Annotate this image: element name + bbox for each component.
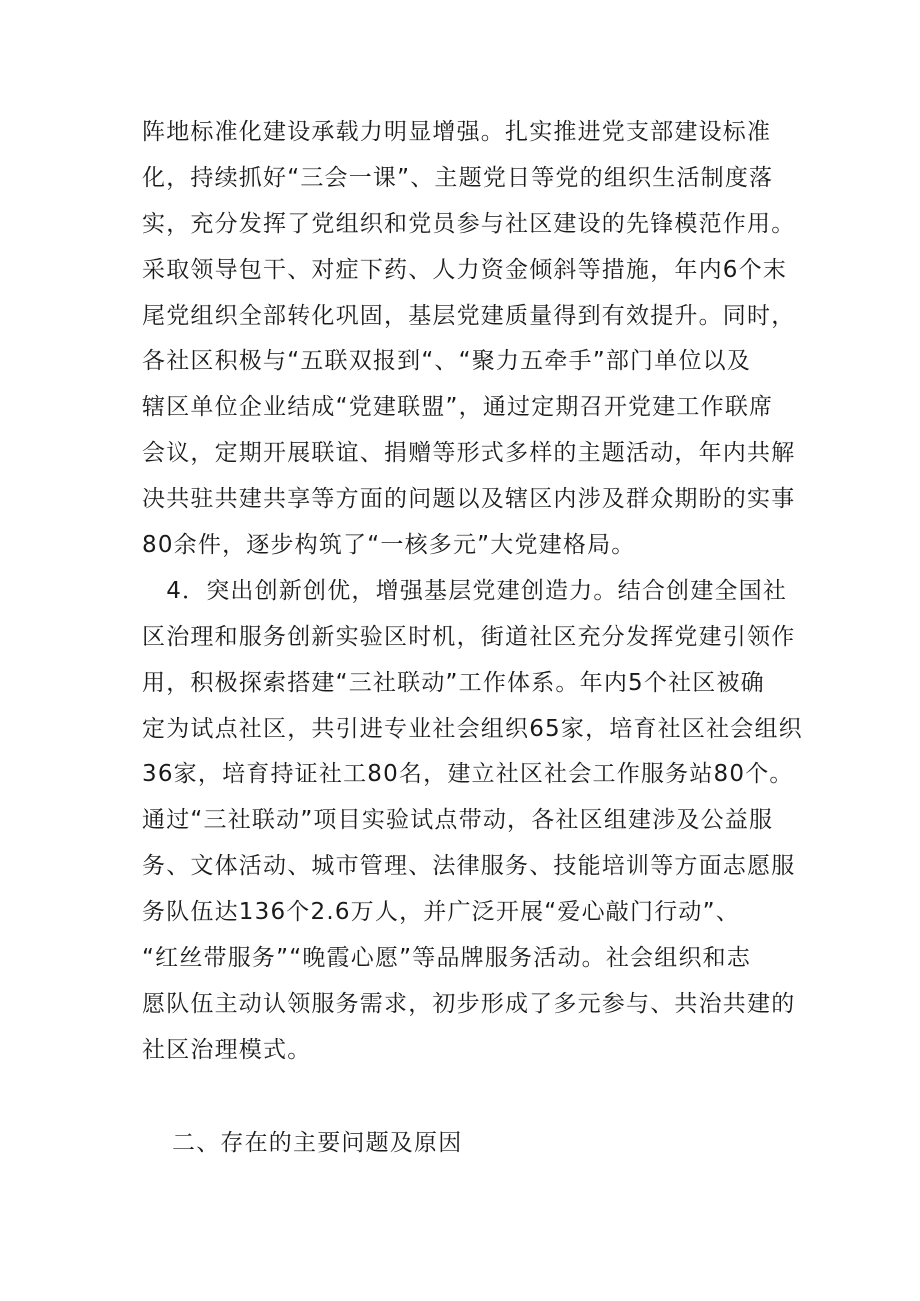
text-line: 决共驻共建共享等方面的问题以及辖区内涉及群众期盼的实事 [142,486,796,513]
text-line: 会议，定期开展联谊、捐赠等形式多样的主题活动，年内共解 [142,440,796,467]
section-heading: 二、存在的主要问题及原因 [172,1130,463,1156]
text-line: 辖区单位企业结成“党建联盟”，通过定期召开党建工作联席 [142,394,774,421]
text-line: 用，积极探索搭建“三社联动”工作体系。年内5个社区被确 [142,669,765,696]
text-line: 各社区积极与“五联双报到“、“聚力五牵手”部门单位以及 [142,348,752,375]
text-line: 化，持续抓好“三会一课”、主题党日等党的组织生活制度落 [142,164,774,191]
body-text [142,110,803,1074]
text-line: 36家，培育持证社工80名，建立社区社会工作服务站80个。 [142,761,794,788]
text-line: 实，充分发挥了党组织和党员参与社区建设的先锋模范作用。 [142,210,796,237]
text-line: 尾党组织全部转化巩固，基层党建质量得到有效提升。同时， [142,302,796,329]
text-line: 4．突出创新创优，增强基层党建创造力。结合创建全国社 [142,577,788,604]
text-line: 定为试点社区，共引进专业社会组织65家，培育社区社会组织 [142,715,803,742]
text-line: 愿队伍主动认领服务需求，初步形成了多元参与、共治共建的 [142,990,796,1017]
text-line: 采取领导包干、对症下药、人力资金倾斜等措施，年内6个末 [142,256,788,283]
text-line: 社区治理模式。 [142,1036,312,1063]
text-line: “红丝带服务”“晚霞心愿”等品牌服务活动。社会组织和志 [142,945,752,972]
text-line: 区治理和服务创新实验区时机，街道社区充分发挥党建引领作 [142,623,796,650]
text-line: 通过“三社联动”项目实验试点带动，各社区组建涉及公益服 [142,807,774,834]
text-line: 阵地标准化建设承载力明显增强。扎实推进党支部建设标准 [142,119,772,145]
text-line: 80余件，逐步构筑了“一核多元”大党建格局。 [142,532,636,559]
text-line: 务队伍达136个2.6万人，并广泛开展“爱心敲门行动”、 [142,899,740,926]
text-line: 务、文体活动、城市管理、法律服务、技能培训等方面志愿服 [142,853,796,880]
